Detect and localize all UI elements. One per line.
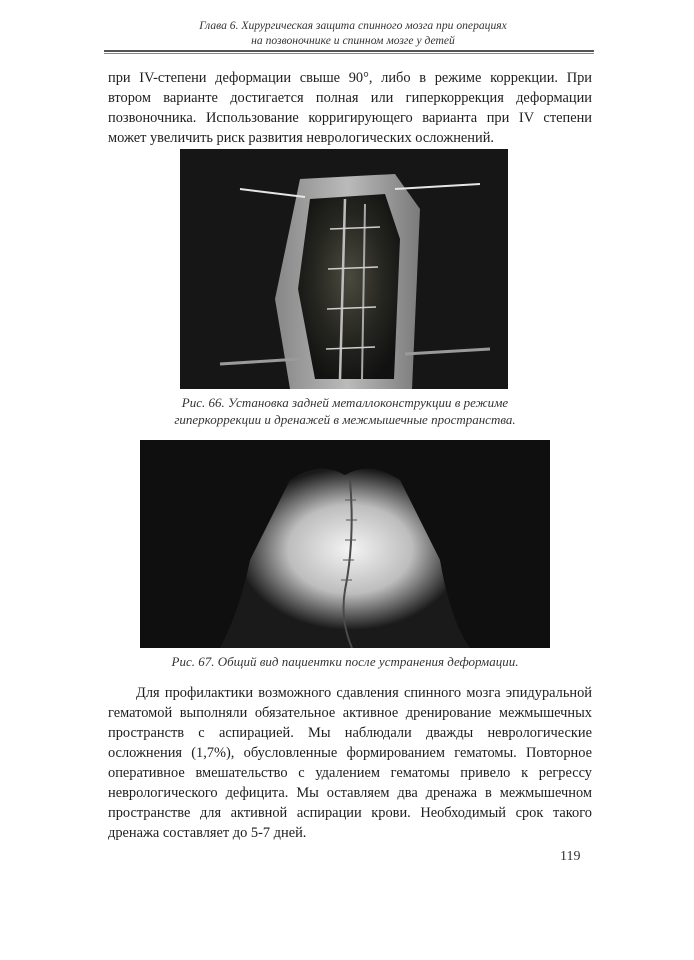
body-paragraph-1: при IV-степени деформации свыше 90°, либо в режиме коррекции. При втором варианте достигается полная или гиперкоррекция деформации позвоночника. Использование корригирующего варианта при IV степени может увеличить риск развития неврологических осложнений.: [108, 70, 592, 146]
header-rule: [104, 50, 594, 52]
running-header-line1: Глава 6. Хирургическая защита спинного мозга при операциях: [199, 19, 507, 32]
figure-66-caption: Рис. 66. Установка задней металлоконструкции в режиме гиперкоррекции и дренажей в межмышечные пространства.: [174, 395, 516, 427]
header-rule-thin: [104, 53, 594, 54]
body-paragraph-2: Для профилактики возможного сдавления спинного мозга эпидуральной гематомой выполняли обязательное активное дренирование межмышечных пространств с аспирацией. Мы наблюдали дважды неврологические осложнения (1,7%), обусловленные формированием гематомы. Повторное оперативное вмешательство с удалением гематомы привело к регрессу неврологического дефицита. Мы оставляем два дренажа в межмышечном пространстве для активной аспирации крови. Необходимый срок такого дренажа составляет до 5-7 дней.: [108, 685, 592, 841]
figure-66-photo: [180, 149, 508, 389]
figure-67-caption: Рис. 67. Общий вид пациентки после устранения деформации.: [171, 654, 519, 669]
page-number: 119: [560, 849, 581, 864]
figure-67-photo: [140, 440, 550, 648]
running-header-line2: на позвоночнике и спинном мозге у детей: [251, 34, 455, 47]
running-header: [108, 18, 598, 48]
